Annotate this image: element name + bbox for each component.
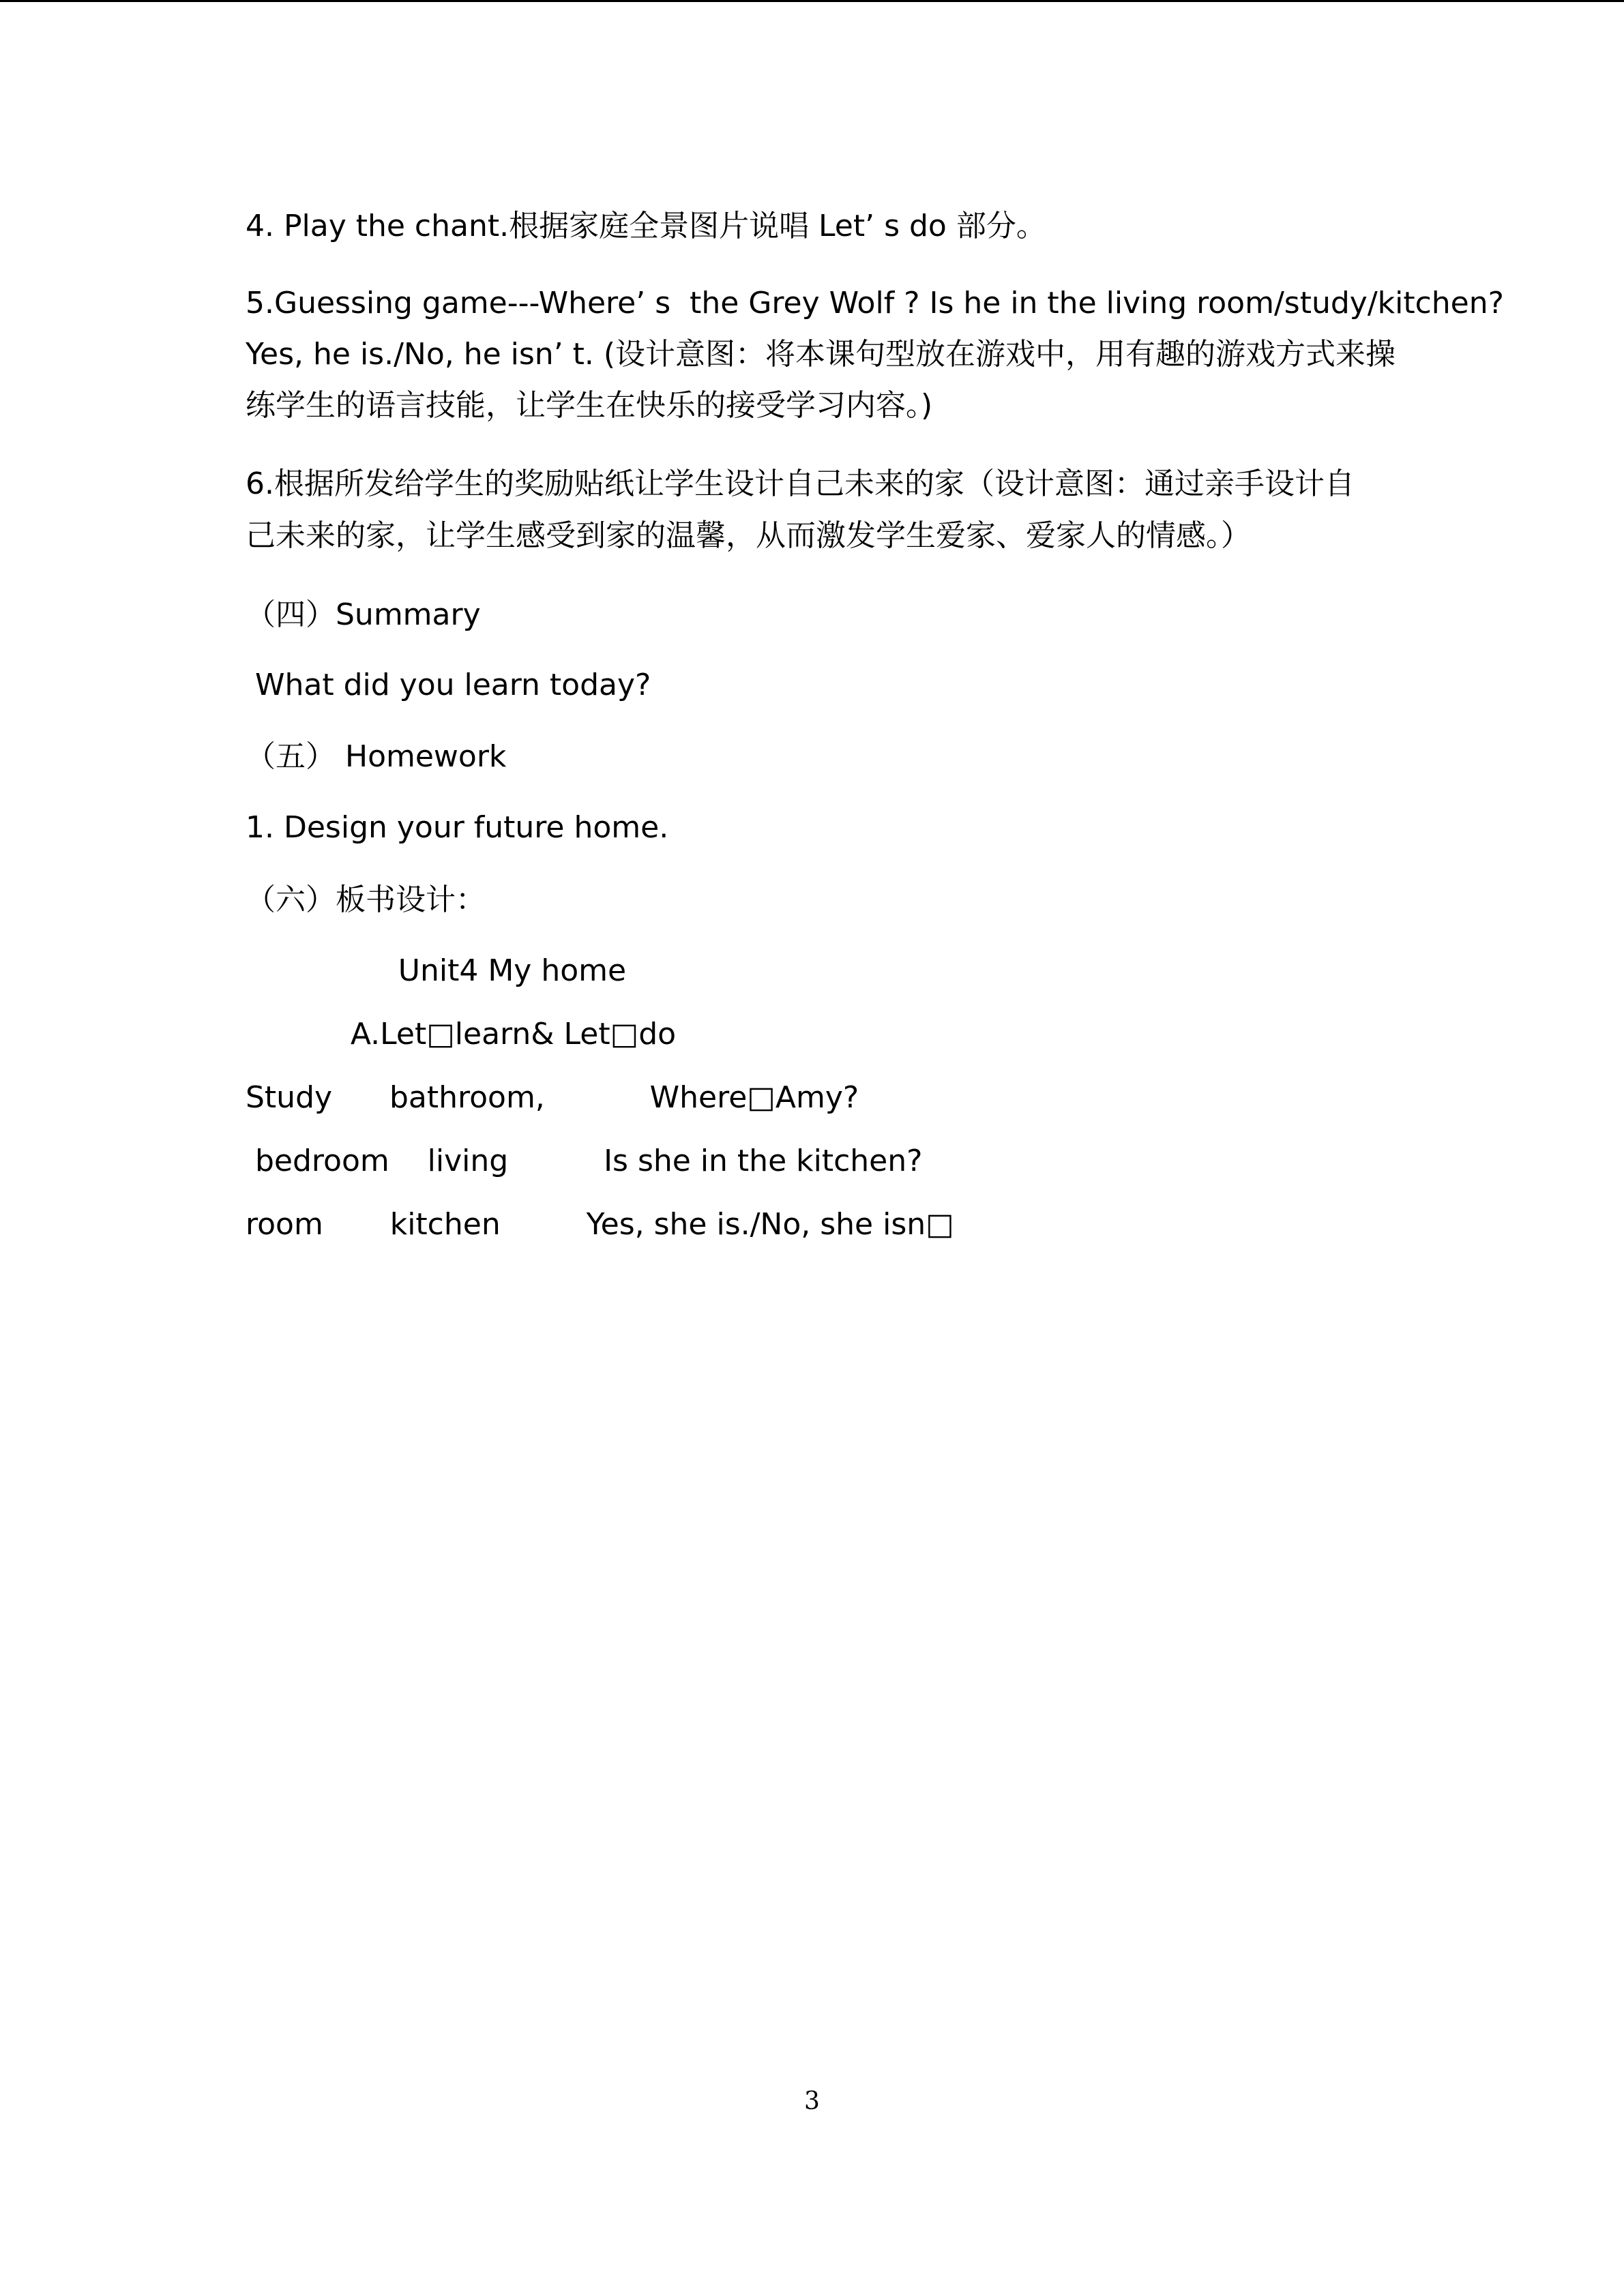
summary-heading: （四）Summary bbox=[246, 597, 481, 632]
step-5-line-3: 练学生的语言技能，让学生在快乐的接受学习内容。) bbox=[246, 388, 933, 423]
step-6-line-1: 6.根据所发给学生的奖励贴纸让学生设计自己未来的家（设计意图：通过亲手设计自 bbox=[246, 466, 1355, 501]
board-row-3: room kitchen Yes, she is./No, she isn□ bbox=[246, 1207, 954, 1242]
step-6-line-2: 己未来的家，让学生感受到家的温馨，从而激发学生爱家、爱家人的情感。） bbox=[246, 518, 1251, 553]
page-top-border bbox=[0, 0, 1624, 2]
step-5-line-2: Yes, he is./No, he isn’ t. (设计意图：将本课句型放在游戏中，用有趣的游戏方式来操 bbox=[246, 337, 1396, 372]
board-row-1: Study bathroom, Where□Amy? bbox=[246, 1080, 859, 1115]
homework-heading: （五） Homework bbox=[246, 739, 507, 774]
summary-question: What did you learn today? bbox=[246, 668, 651, 702]
board-row-2: bedroom living Is she in the kitchen? bbox=[246, 1144, 923, 1178]
board-title: Unit4 My home bbox=[246, 953, 627, 988]
board-subtitle: A.Let□learn& Let□do bbox=[246, 1017, 677, 1052]
board-design-heading: （六）板书设计： bbox=[246, 882, 486, 917]
page-number: 3 bbox=[804, 2087, 820, 2115]
step-4-text: 4. Play the chant.根据家庭全景图片说唱 Let’ s do 部分。 bbox=[246, 209, 1046, 243]
homework-item-1: 1. Design your future home. bbox=[246, 810, 669, 845]
step-5-line-1: 5.Guessing game---Where’ s the Grey Wolf ? Is he in the living room/study/kitchen? bbox=[246, 286, 1504, 320]
